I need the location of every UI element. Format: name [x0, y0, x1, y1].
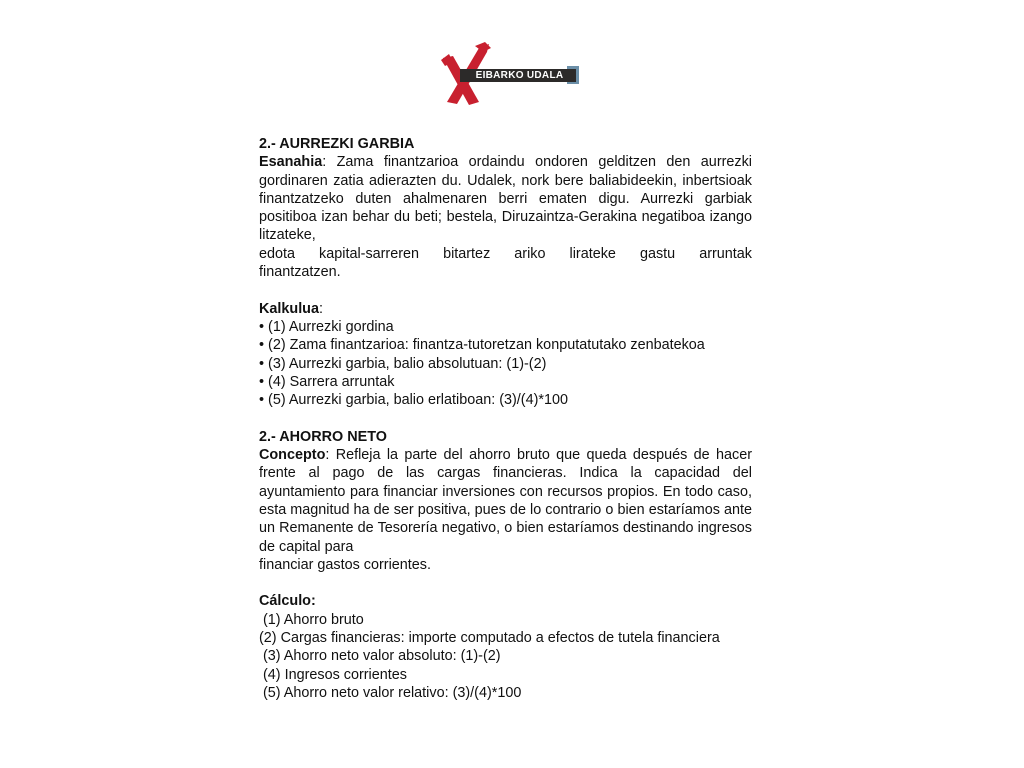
concept-text-basque: : Zama finantzarioa ordaindu ondoren gelditzen den aurrezki gordinaren zatia adierazten du. Udalek, nork bere baliabideekin, inbertsioak finantzatzeko duten ahalmenaren berri ematen digu. Aurrezki garbiak positiboa izan behar du beti; bestela, Diruzaintza-Gerakina negatiboa izango litzateke, [259, 154, 752, 244]
concept-line2-basque: edota kapital-sarreren bitartez ariko lirateke gastu arruntak [259, 245, 752, 262]
calc-list-spanish [259, 611, 752, 702]
spacer [259, 409, 752, 427]
list-item: (3) Ahorro neto valor absoluto: (1)-(2) [259, 648, 501, 665]
list-item: (2) Cargas financieras: importe computado a efectos de tutela financiera [259, 630, 720, 647]
document-body [259, 135, 752, 702]
concept-label-spanish: Concepto [259, 447, 326, 464]
section-title-spanish: 2.- AHORRO NETO [259, 428, 387, 445]
list-item: (5) Ahorro neto valor relativo: (3)/(4)*100 [259, 684, 522, 701]
list-item: (1) Ahorro bruto [259, 611, 364, 628]
concept-label-basque: Esanahia [259, 154, 323, 171]
calc-label-basque: Kalkulua [259, 300, 319, 317]
concept-text-spanish: : Refleja la parte del ahorro bruto que queda después de hacer frente al pago de las cargas financieras. Indica la capacidad del ayuntamiento para financiar inversiones con recursos propios. En todo caso, esta magnitud ha de ser positiva, pues de lo contrario o bien estaríamos ante un Remanente de Tesorería negativo, o bien estaríamos destinando ingresos de capital para [259, 447, 752, 555]
concept-line2-spanish: financiar gastos corrientes. [259, 556, 431, 573]
list-item: • (1) Aurrezki gordina [259, 318, 394, 335]
list-item: (4) Ingresos corrientes [259, 666, 407, 683]
list-item: • (5) Aurrezki garbia, balio erlatiboan: (3)/(4)*100 [259, 392, 568, 409]
concept-line3-basque: finantzatzen. [259, 264, 341, 281]
list-item: • (2) Zama finantzarioa: finantza-tutoretzan konputatutako zenbatekoa [259, 337, 705, 354]
spacer [259, 281, 752, 299]
section-title-basque: 2.- AURREZKI GARBIA [259, 136, 415, 152]
eibarko-udala-logo [439, 42, 581, 108]
list-item: • (4) Sarrera arruntak [259, 373, 395, 390]
logo-wordmark: EIBARKO UDALA [475, 70, 564, 81]
calc-list-basque [259, 318, 752, 409]
calc-colon-basque: : [318, 300, 323, 317]
calc-heading-basque [259, 300, 752, 318]
spacer [259, 574, 752, 592]
list-item: • (3) Aurrezki garbia, balio absolutuan: (1)-(2) [259, 355, 547, 372]
calc-heading-spanish: Cálculo: [259, 593, 316, 610]
concept-paragraph-basque [259, 153, 752, 244]
concept-paragraph-spanish [259, 446, 752, 556]
